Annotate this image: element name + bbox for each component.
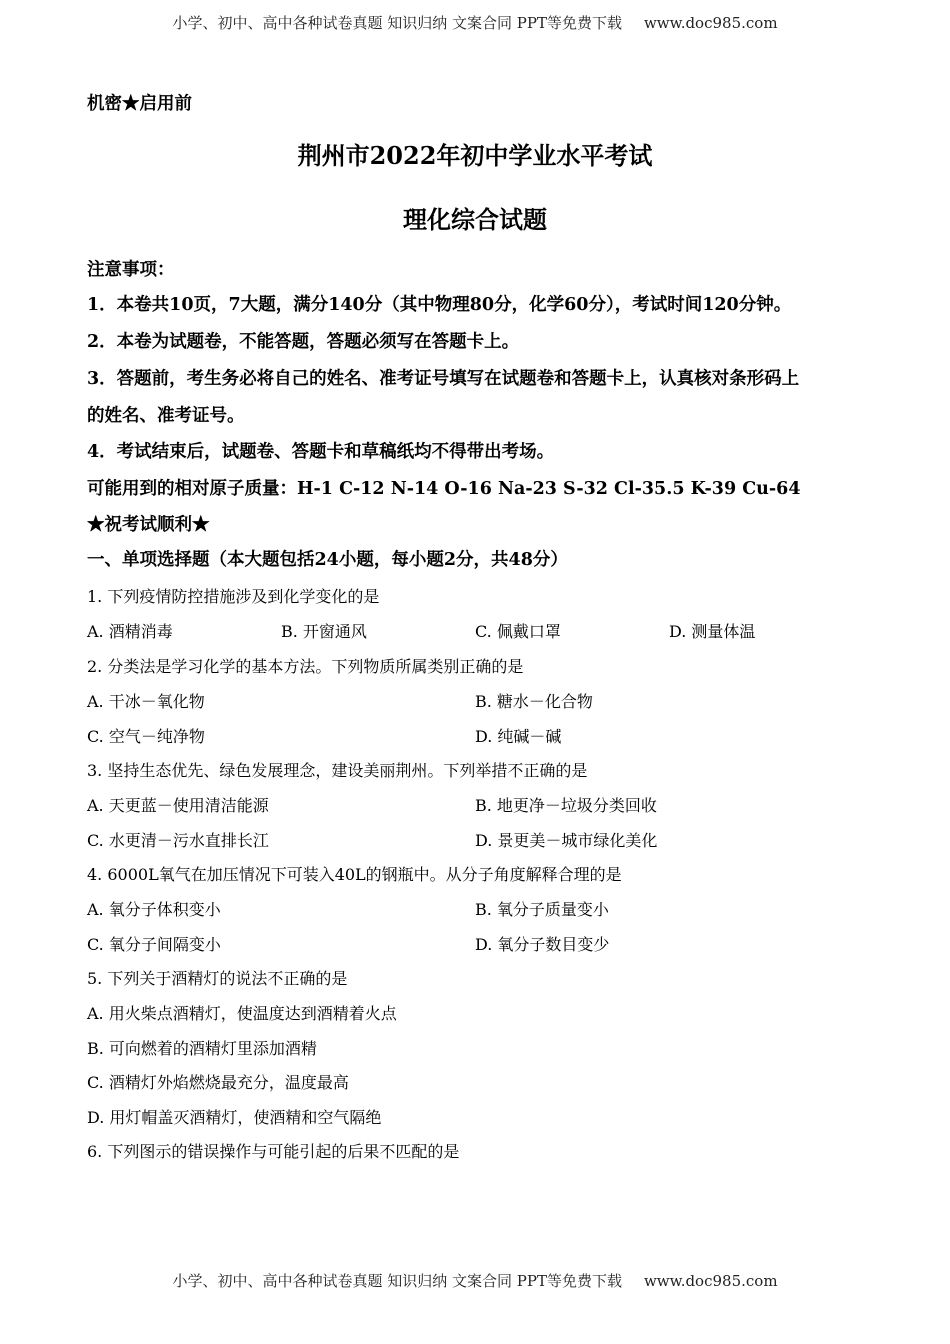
header-url[interactable]: www.doc985.com: [643, 14, 778, 32]
confidential-label: 机密★启用前: [87, 94, 192, 114]
page-footer: [0, 1270, 950, 1291]
question-stem: 6. 下列图示的错误操作与可能引起的后果不匹配的是: [87, 1142, 460, 1161]
option-d: D. 氧分子数目变少: [475, 935, 610, 954]
question-stem: 5. 下列关于酒精灯的说法不正确的是: [87, 969, 348, 988]
notice-item: 3．答题前，考生务必将自己的姓名、准考证号填写在试题卷和答题卡上，认真核对条形码上: [87, 369, 800, 389]
option-a: A. 天更蓝－使用清洁能源: [87, 796, 269, 815]
section-heading: 一、单项选择题（本大题包括24小题，每小题2分，共48分）: [87, 550, 568, 570]
option-b: B. 氧分子质量变小: [475, 900, 609, 919]
footer-text: 小学、初中、高中各种试卷真题 知识归纳 文案合同 PPT等免费下载: [172, 1272, 622, 1290]
exam-title: 荆州市2022年初中学业水平考试: [297, 141, 653, 170]
option-c: C. 水更清－污水直排长江: [87, 831, 269, 850]
notice-item: 2．本卷为试题卷，不能答题，答题必须写在答题卡上。: [87, 332, 520, 352]
option-c: C. 空气－纯净物: [87, 727, 205, 746]
option-a: A. 酒精消毒: [87, 622, 173, 641]
option-b: B. 开窗通风: [281, 622, 367, 641]
question-stem: 2. 分类法是学习化学的基本方法。下列物质所属类别正确的是: [87, 657, 524, 676]
option-d: D. 纯碱－碱: [475, 727, 562, 746]
notice-item: 的姓名、准考证号。: [87, 406, 245, 426]
option-d: D. 用灯帽盖灭酒精灯，使酒精和空气隔绝: [87, 1108, 382, 1127]
question-stem: 3. 坚持生态优先、绿色发展理念，建设美丽荆州。下列举措不正确的是: [87, 761, 588, 780]
option-b: B. 糖水－化合物: [475, 692, 593, 711]
question-stem: 4. 6000L氧气在加压情况下可装入40L的钢瓶中。从分子角度解释合理的是: [87, 865, 622, 884]
option-b: B. 可向燃着的酒精灯里添加酒精: [87, 1039, 317, 1058]
notice-heading: 注意事项：: [87, 260, 175, 280]
question-stem: 1. 下列疫情防控措施涉及到化学变化的是: [87, 587, 380, 606]
option-c: C. 酒精灯外焰燃烧最充分，温度最高: [87, 1073, 349, 1092]
option-c: C. 佩戴口罩: [475, 622, 561, 641]
option-c: C. 氧分子间隔变小: [87, 935, 221, 954]
notice-item: 1．本卷共10页，7大题，满分140分（其中物理80分，化学60分），考试时间120分钟。: [87, 295, 792, 315]
option-a: A. 干冰－氧化物: [87, 692, 205, 711]
notice-item: 4．考试结束后，试题卷、答题卡和草稿纸均不得带出考场。: [87, 442, 555, 462]
option-a: A. 氧分子体积变小: [87, 900, 221, 919]
option-a: A. 用火柴点酒精灯，使温度达到酒精着火点: [87, 1004, 397, 1023]
option-b: B. 地更净－垃圾分类回收: [475, 796, 657, 815]
good-luck-line: ★祝考试顺利★: [87, 515, 210, 535]
header-text: 小学、初中、高中各种试卷真题 知识归纳 文案合同 PPT等免费下载: [172, 14, 622, 32]
page-header: [0, 12, 950, 33]
exam-subtitle: 理化综合试题: [403, 205, 547, 234]
atomic-mass-line: 可能用到的相对原子质量：H-1 C-12 N-14 O-16 Na-23 S-32 Cl-35.5 K-39 Cu-64: [87, 479, 801, 499]
footer-url[interactable]: www.doc985.com: [643, 1272, 778, 1290]
option-d: D. 测量体温: [669, 622, 756, 641]
option-d: D. 景更美－城市绿化美化: [475, 831, 658, 850]
